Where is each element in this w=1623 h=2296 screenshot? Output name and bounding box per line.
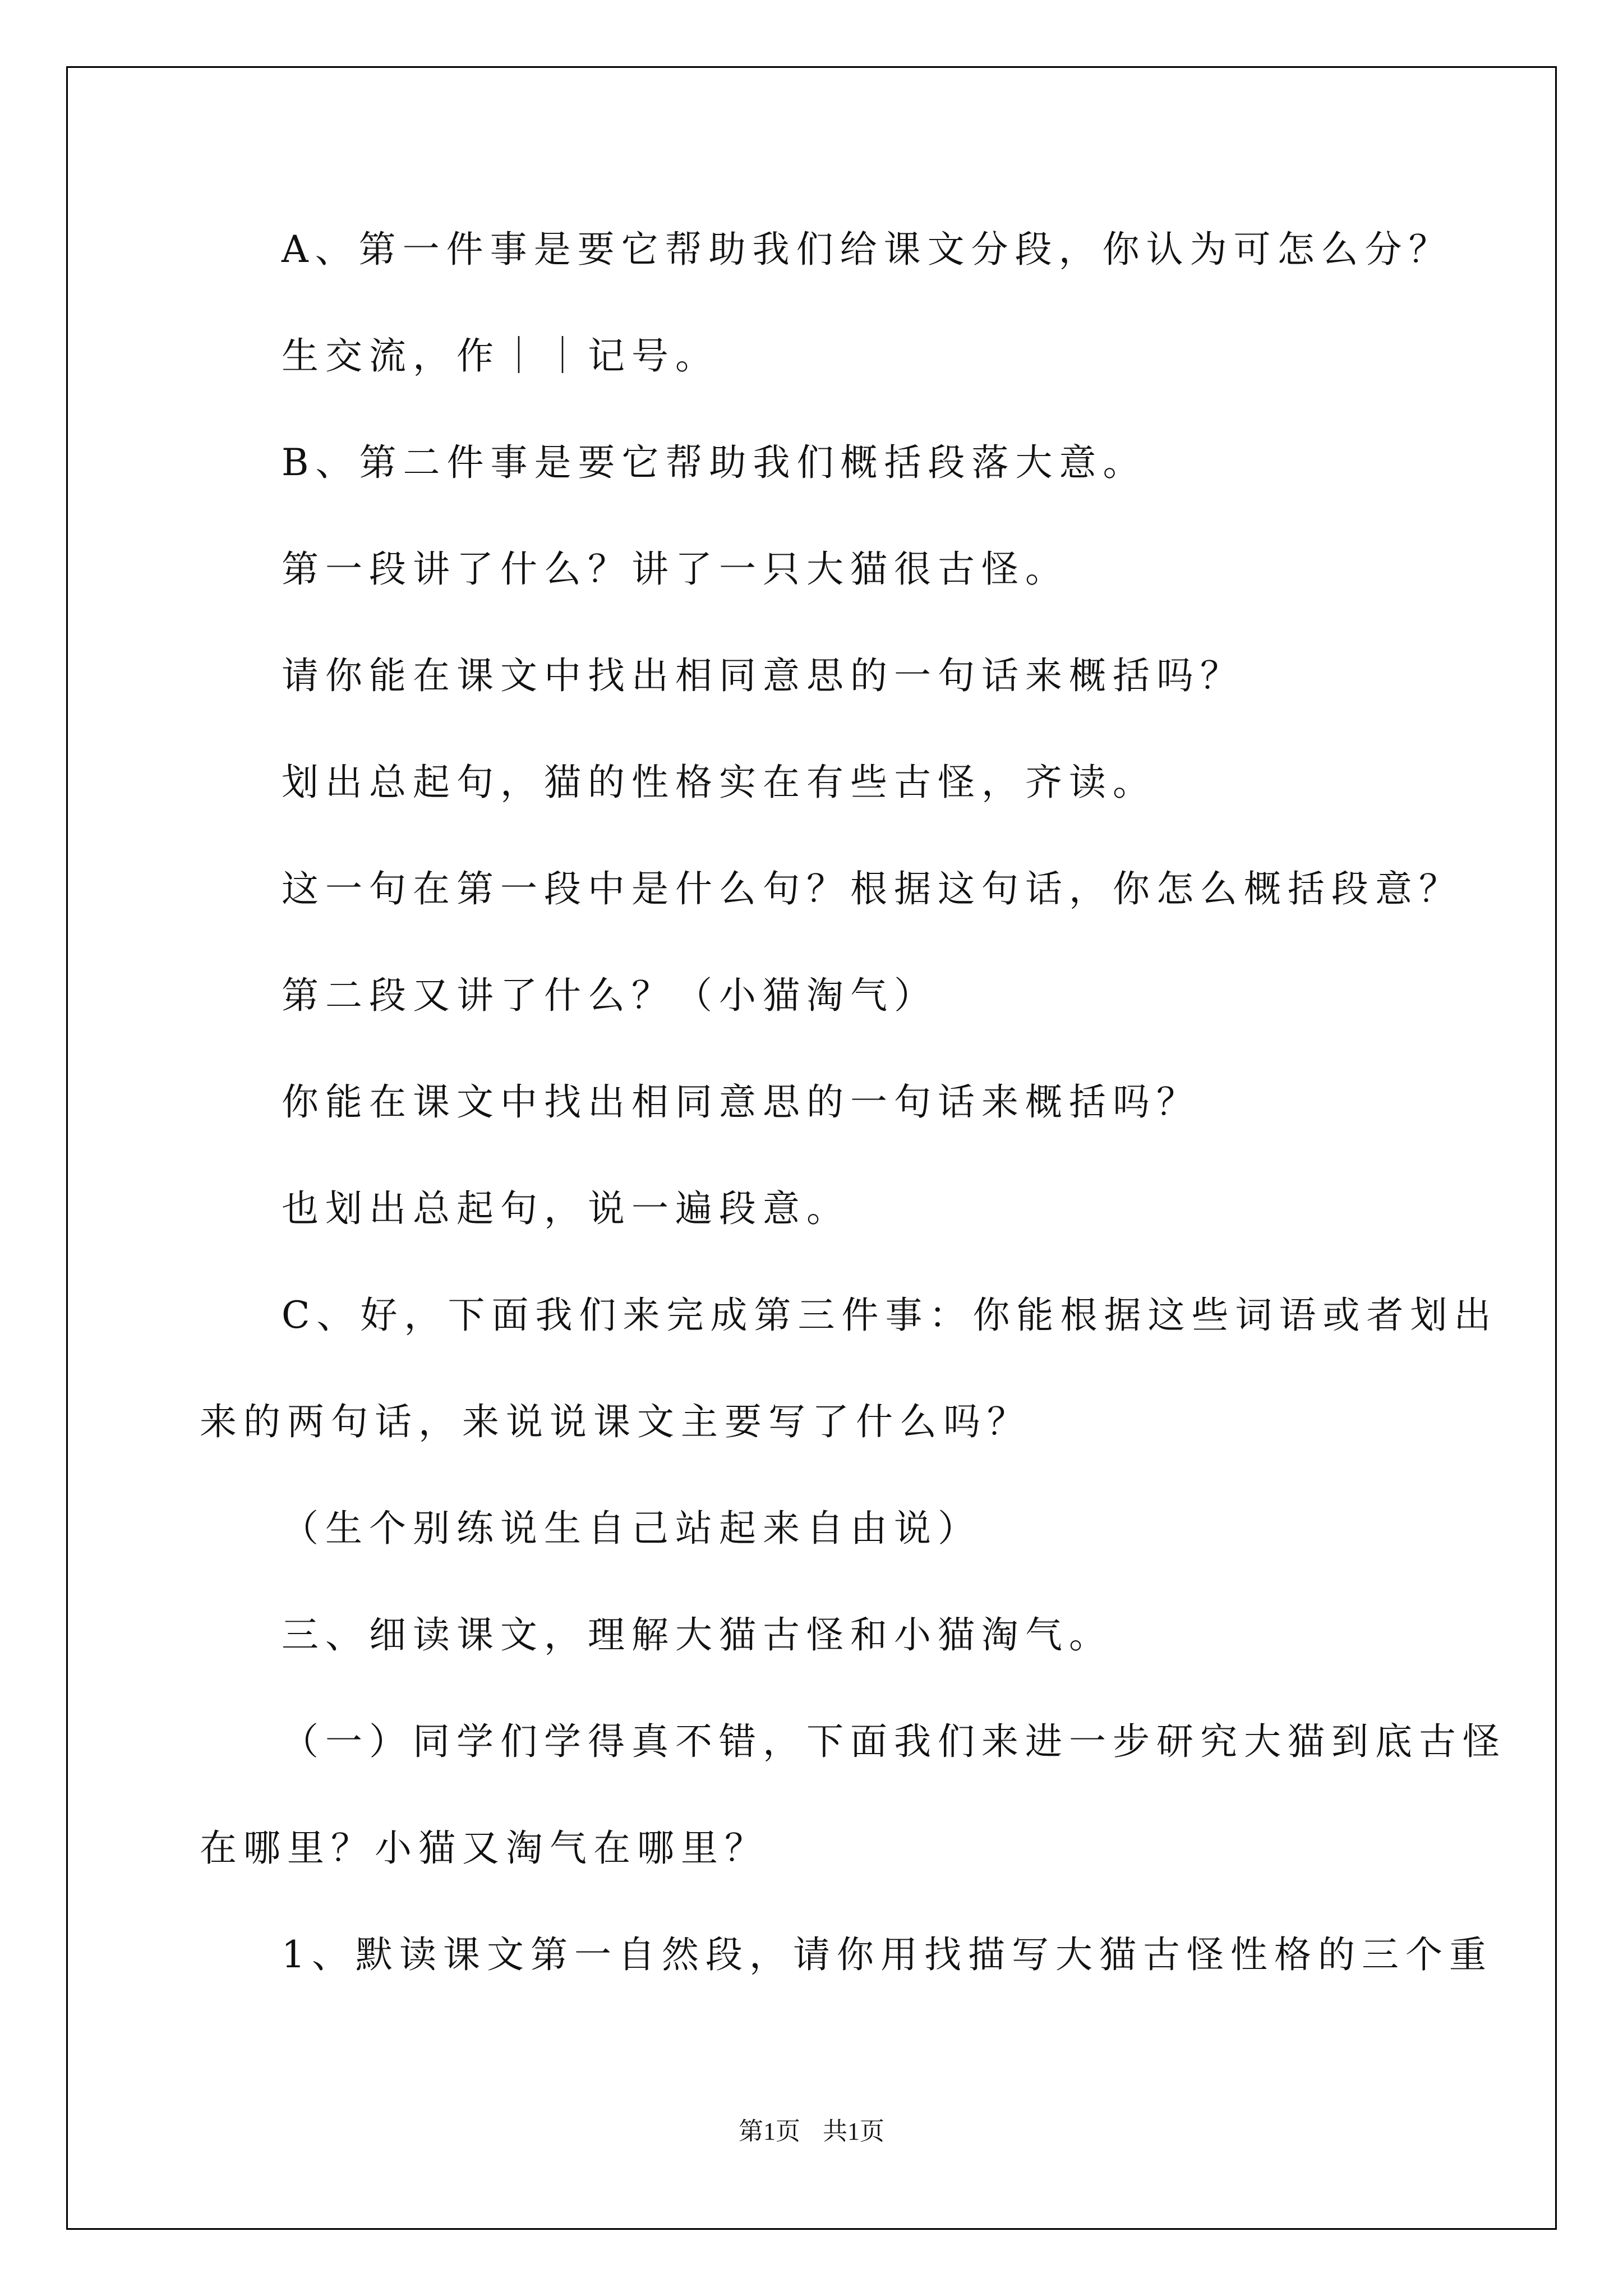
page-total: 共1页 xyxy=(823,2118,884,2145)
page-number: 第1页 xyxy=(739,2118,800,2145)
text-line: （一）同学们学得真不错，下面我们来进一步研究大猫到底古怪 xyxy=(282,1720,1506,1763)
text-line: C、好，下面我们来完成第三件事：你能根据这些词语或者划出 xyxy=(282,1294,1498,1337)
text-line: 1、默读课文第一自然段，请你用找描写大猫古怪性格的三个重 xyxy=(282,1933,1493,1976)
text-line: 第一段讲了什么？讲了一只大猫很古怪。 xyxy=(282,547,1069,591)
text-line: B、第二件事是要它帮助我们概括段落大意。 xyxy=(282,441,1147,484)
text-line: 划出总起句，猫的性格实在有些古怪，齐读。 xyxy=(282,761,1156,804)
text-line: 你能在课文中找出相同意思的一句话来概括吗？ xyxy=(282,1080,1200,1124)
text-line: 在哪里？小猫又淘气在哪里？ xyxy=(200,1826,768,1870)
page-footer xyxy=(0,2115,1623,2148)
text-line: 第二段又讲了什么？（小猫淘气） xyxy=(282,974,938,1017)
text-line: 请你能在课文中找出相同意思的一句话来概括吗？ xyxy=(282,654,1244,697)
text-line: 来的两句话，来说说课文主要写了什么吗？ xyxy=(200,1400,1031,1443)
text-line: 生交流，作｜｜记号。 xyxy=(282,334,719,378)
page-border xyxy=(66,66,1557,2230)
text-line: 也划出总起句，说一遍段意。 xyxy=(282,1187,850,1230)
text-line: 三、细读课文，理解大猫古怪和小猫淘气。 xyxy=(282,1613,1113,1657)
text-line: 这一句在第一段中是什么句？根据这句话，你怎么概括段意？ xyxy=(282,867,1463,910)
text-line: （生个别练说生自己站起来自由说） xyxy=(282,1507,981,1550)
text-line: A、第一件事是要它帮助我们给课文分段，你认为可怎么分？ xyxy=(282,228,1453,271)
